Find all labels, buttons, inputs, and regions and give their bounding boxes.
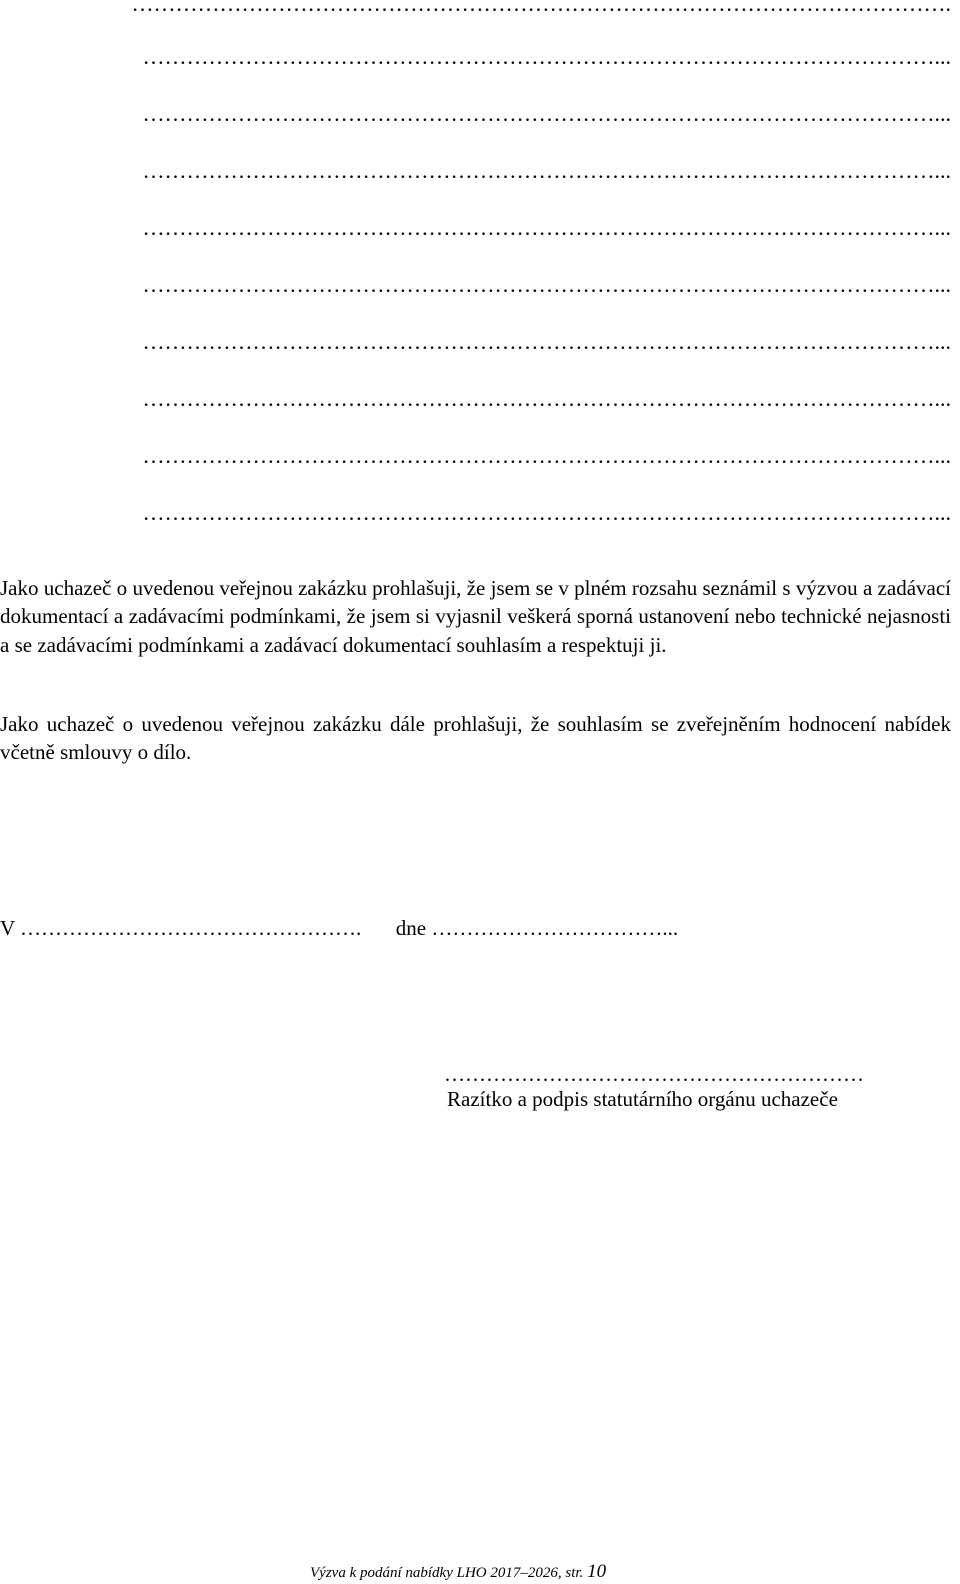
signature-field: ……………………………………………………	[444, 1062, 864, 1086]
fill-line-6: ………………………………………………………………………………………………...	[142, 273, 951, 297]
signature-label: Razítko a podpis statutárního orgánu uchazeče	[447, 1087, 838, 1111]
fill-line-4: ………………………………………………………………………………………………...	[142, 159, 951, 183]
date-label: dne	[395, 916, 427, 940]
page-footer	[310, 1562, 606, 1583]
fill-line-9: ………………………………………………………………………………………………...	[142, 444, 951, 468]
fill-line-2: ………………………………………………………………………………………………...	[142, 45, 951, 69]
fill-line-5: ………………………………………………………………………………………………...	[142, 216, 951, 240]
fill-line-1: ………………………………………………………………………………………………….	[131, 0, 951, 16]
place-label: V	[0, 916, 15, 940]
declaration-paragraph-1: Jako uchazeč o uvedenou veřejnou zakázku prohlašuji, že jsem se v plném rozsahu seznámil s výzvou a zadávací dokumentací a zadávacími podmínkami, že jsem si vyjasnil veškerá sporná ustanovení nebo technické nejasnosti a se zadávacími podmínkami a zadávací dokumentací souhlasím a respektuji ji.	[0, 576, 951, 657]
fill-line-8: ………………………………………………………………………………………………...	[142, 387, 951, 411]
footer-text: Výzva k podání nabídky LHO 2017–2026, str.	[310, 1565, 584, 1581]
place-date-line	[0, 914, 951, 942]
date-field: ……………………………...	[431, 916, 679, 940]
declaration-paragraph-2: Jako uchazeč o uvedenou veřejnou zakázku dále prohlašuji, že souhlasím se zveřejněním hodnocení nabídek včetně smlouvy o dílo.	[0, 712, 951, 765]
fill-line-3: ………………………………………………………………………………………………...	[142, 102, 951, 126]
fill-line-7: ………………………………………………………………………………………………...	[142, 330, 951, 354]
page-number: 10	[587, 1561, 607, 1582]
fill-line-10: ………………………………………………………………………………………………...	[142, 501, 951, 525]
place-field: ………………………………………….	[20, 916, 362, 940]
